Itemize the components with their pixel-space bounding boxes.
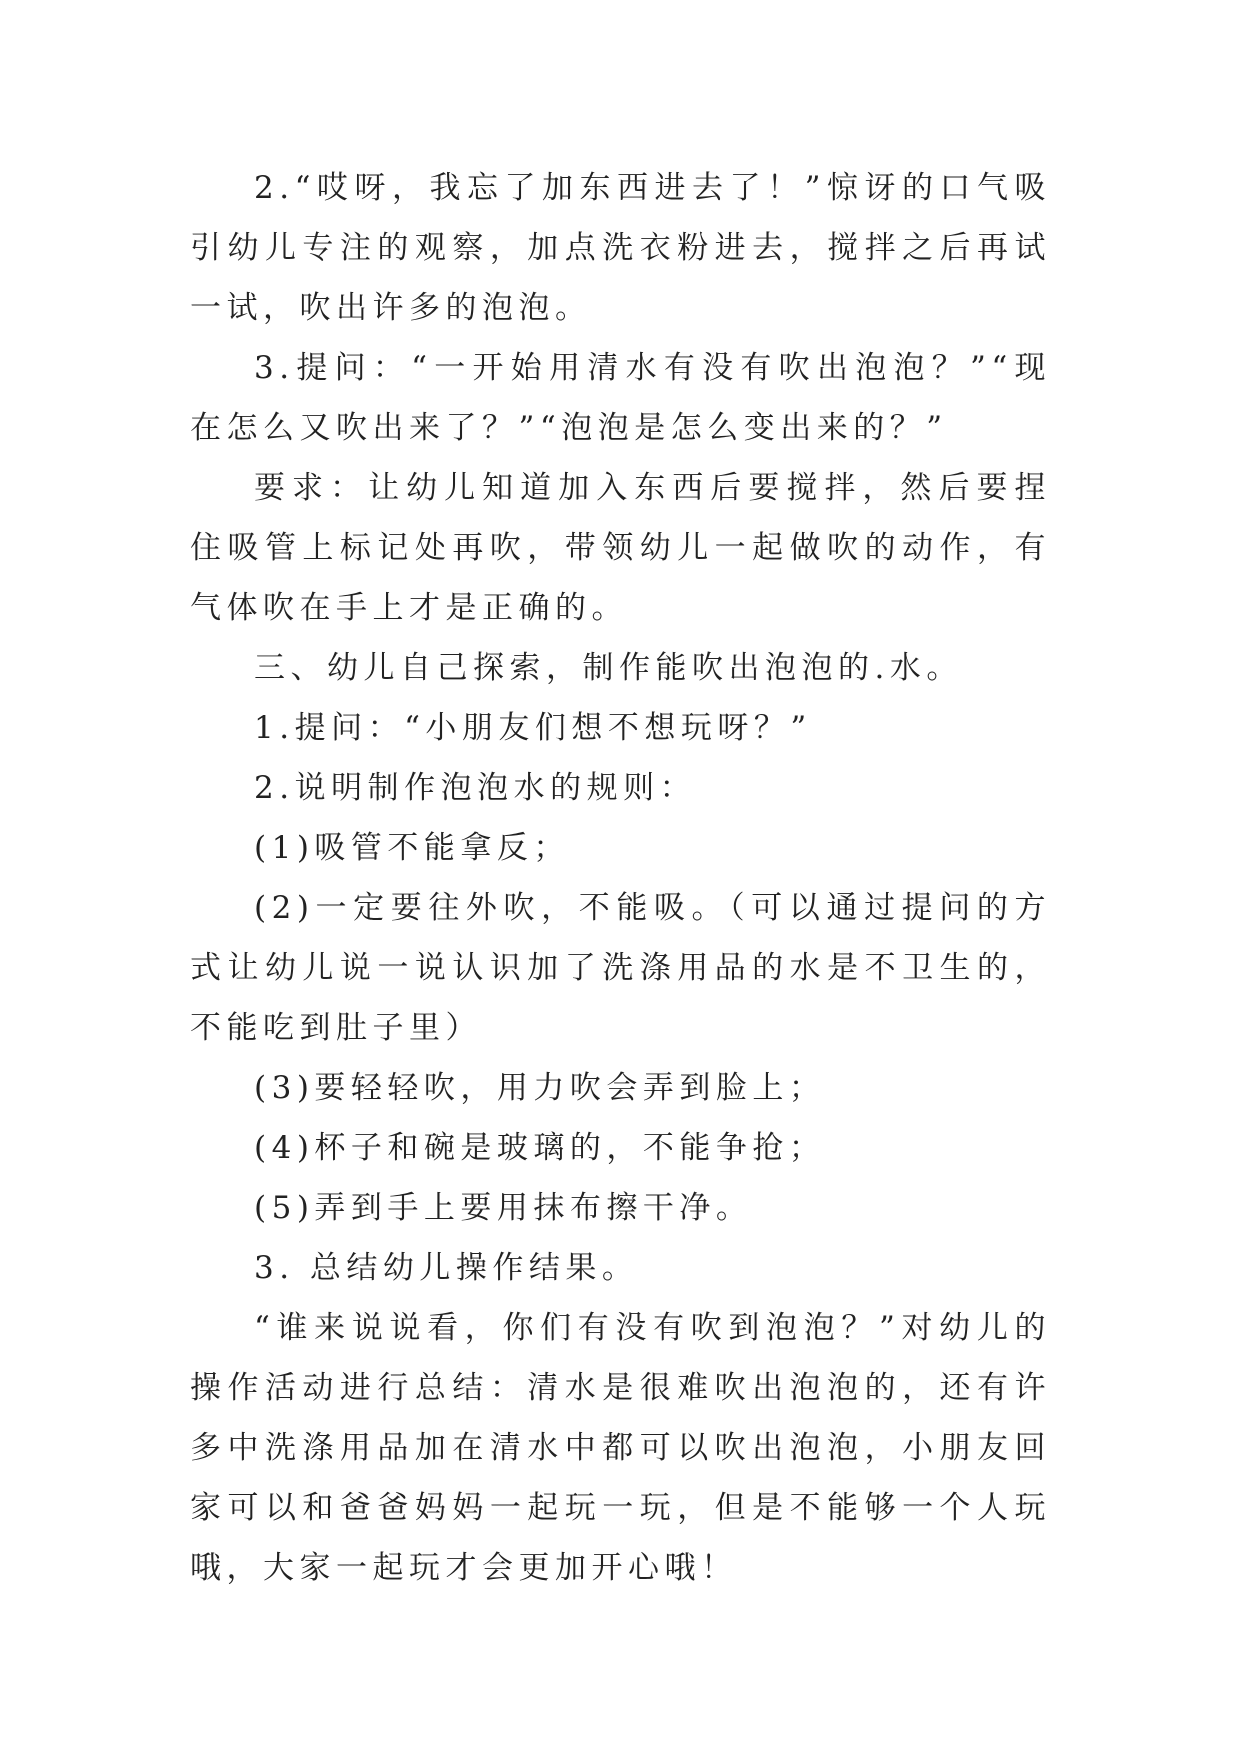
paragraph-step-1-question: 1.提问：“小朋友们想不想玩呀？”: [254, 710, 812, 746]
paragraph-requirement: 要求：让幼儿知道加入东西后要搅拌，然后要捏住吸管上标记处再吹，带领幼儿一起做吹的动作，有气体吹在手上才是正确的。: [190, 470, 1051, 626]
paragraph-step-2: 2.“哎呀，我忘了加东西进去了！”惊讶的口气吸引幼儿专注的观察，加点洗衣粉进去，搅拌之后再试一试，吹出许多的泡泡。: [190, 170, 1051, 326]
rule-item-5: (5)弄到手上要用抹布擦干净。: [254, 1190, 753, 1226]
rule-item-1: (1)吸管不能拿反；: [254, 830, 570, 866]
rule-item-4: (4)杯子和碗是玻璃的，不能争抢；: [254, 1130, 826, 1166]
rule-item-3: (3)要轻轻吹，用力吹会弄到脸上；: [254, 1070, 826, 1106]
paragraph-rules-intro: 2.说明制作泡泡水的规则：: [254, 770, 697, 806]
paragraph-step-3-summary: 3. 总结幼儿操作结果。: [254, 1250, 639, 1286]
document-body: [190, 158, 1051, 1598]
paragraph-conclusion: “谁来说说看，你们有没有吹到泡泡？”对幼儿的操作活动进行总结：清水是很难吹出泡泡的，还有许多中洗涤用品加在清水中都可以吹出泡泡，小朋友回家可以和爸爸妈妈一起玩一玩，但是不能够一个人玩哦，大家一起玩才会更加开心哦！: [190, 1310, 1051, 1586]
rule-item-2: (2)一定要往外吹，不能吸。（可以通过提问的方式让幼儿说一说认识加了洗涤用品的水是不卫生的，不能吃到肚子里）: [190, 890, 1051, 1046]
paragraph-step-3-question: 3.提问：“一开始用清水有没有吹出泡泡？”“现在怎么又吹出来了？”“泡泡是怎么变出来的？”: [190, 350, 1051, 446]
section-heading-explore: 三、幼儿自己探索，制作能吹出泡泡的.水。: [254, 650, 963, 686]
